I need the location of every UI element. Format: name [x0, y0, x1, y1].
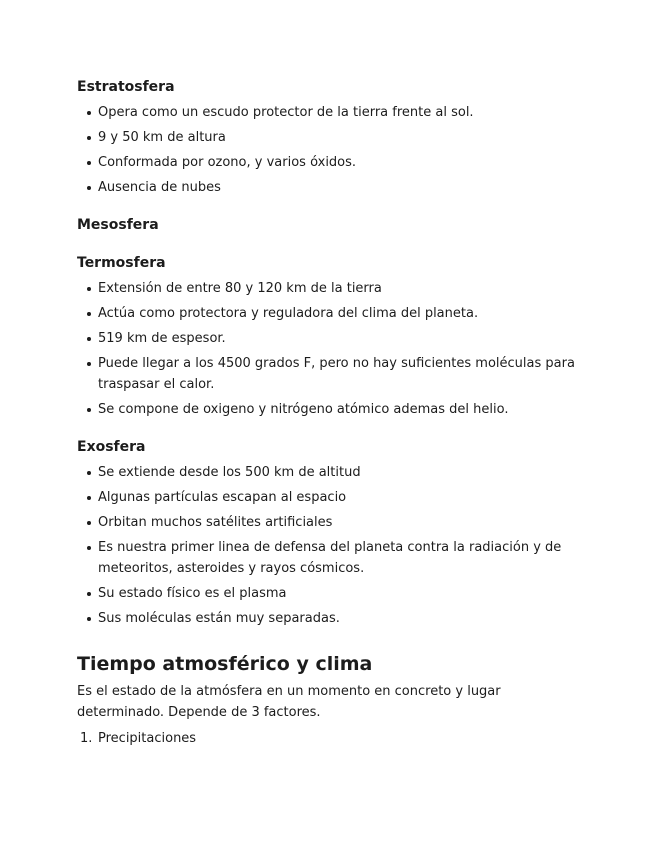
heading-estratosfera: Estratosfera: [77, 79, 175, 95]
list-item: Extensión de entre 80 y 120 km de la tierra: [77, 278, 577, 299]
ordered-list-item: [77, 728, 577, 749]
list-item: Se compone de oxigeno y nitrógeno atómico ademas del helio.: [77, 399, 577, 420]
ordered-list-factores: [77, 728, 577, 749]
list-estratosfera: [77, 102, 577, 198]
list-item: Algunas partículas escapan al espacio: [77, 487, 577, 508]
paragraph-tiempo: Es el estado de la atmósfera en un momento en concreto y lugar determinado. Depende de 3 factores.: [77, 684, 501, 720]
list-item: Se extiende desde los 500 km de altitud: [77, 462, 577, 483]
list-item: Sus moléculas están muy separadas.: [77, 608, 577, 629]
list-item-text: Precipitaciones: [98, 731, 197, 746]
list-item: Conformada por ozono, y varios óxidos.: [77, 152, 577, 173]
list-item: Ausencia de nubes: [77, 177, 577, 198]
heading-tiempo-atmosferico: Tiempo atmosférico y clima: [77, 653, 373, 675]
list-item: Puede llegar a los 4500 grados F, pero no hay suficientes moléculas para traspasar el calor.: [77, 353, 577, 395]
list-item: Orbitan muchos satélites artificiales: [77, 512, 577, 533]
heading-termosfera: Termosfera: [77, 255, 166, 271]
list-termosfera: [77, 278, 577, 420]
list-item: Es nuestra primer linea de defensa del planeta contra la radiación y de meteoritos, asteroides y rayos cósmicos.: [77, 537, 577, 579]
list-number: 1.: [80, 731, 93, 746]
list-item: Su estado físico es el plasma: [77, 583, 577, 604]
list-exosfera: [77, 462, 577, 629]
list-item: 9 y 50 km de altura: [77, 127, 577, 148]
list-item: Actúa como protectora y reguladora del clima del planeta.: [77, 303, 577, 324]
list-item: 519 km de espesor.: [77, 328, 577, 349]
document-page: [77, 70, 577, 749]
heading-mesosfera: Mesosfera: [77, 217, 159, 233]
heading-exosfera: Exosfera: [77, 439, 146, 455]
list-item: Opera como un escudo protector de la tierra frente al sol.: [77, 102, 577, 123]
